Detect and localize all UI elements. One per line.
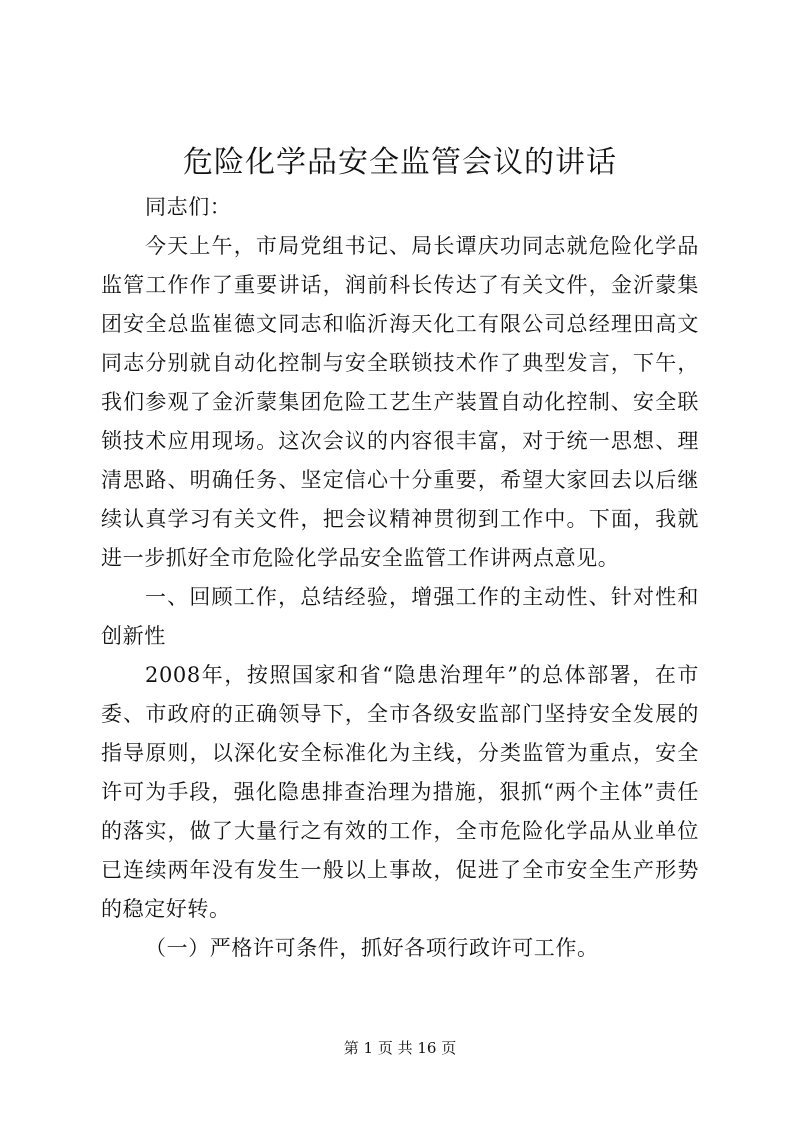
intro-paragraph: 今天上午，市局党组书记、局长谭庆功同志就危险化学品监管工作作了重要讲话，润前科长传达了有关文件，金沂蒙集团安全总监崔德文同志和临沂海天化工有限公司总经理田高文同志分别就自动化控制与安全联锁技术作了典型发言，下午，我们参观了金沂蒙集团危险工艺生产装置自动化控制、安全联锁技术应用现场。这次会议的内容很丰富，对于统一思想、理清思路、明确任务、坚定信心十分重要，希望大家回去以后继续认真学习有关文件，把会议精神贯彻到工作中。下面，我就进一步抓好全市危险化学品安全监管工作讲两点意见。 <box>101 234 699 570</box>
salutation-paragraph: 同志们： <box>145 195 232 219</box>
document-title: 危险化学品安全监管会议的讲话 <box>183 145 617 180</box>
subsection-heading-paragraph: （一）严格许可条件，抓好各项行政许可工作。 <box>145 936 599 960</box>
document-body <box>101 188 699 968</box>
review-paragraph: 2008年，按照国家和省“隐患治理年”的总体部署，在市委、市政府的正确领导下，全市各级安监部门坚持安全发展的指导原则，以深化安全标准化为主线，分类监管为重点，安全许可为手段，强化隐患排查治理为措施，狠抓“两个主体”责任的落实，做了大量行之有效的工作，全市危险化学品从业单位已连续两年没有发生一般以上事故，促进了全市安全生产形势的稳定好转。 <box>101 663 699 921</box>
page-number-footer: 第 1 页 共 16 页 <box>343 1039 457 1057</box>
section-heading-paragraph: 一、回顾工作，总结经验，增强工作的主动性、针对性和创新性 <box>101 585 699 648</box>
